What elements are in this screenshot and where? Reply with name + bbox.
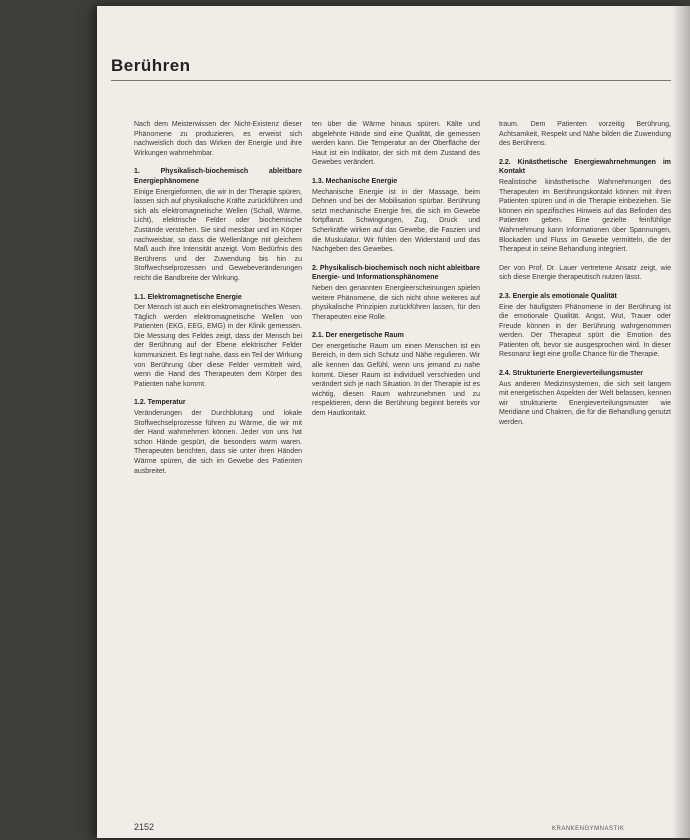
- paragraph: Veränderungen der Durchblutung und lokale Stoffwechselprozesse führen zu Wärme, die wir mit der Hand wahrnehmen können. Jeder von uns hat schon Hände gespürt, die besonders warm waren. Therapeuten berichten, dass sie unter ihren Händen Wärme spüren, die sich im Gewebe des Patienten ausbreitet.: [134, 410, 302, 475]
- paragraph: Der von Prof. Dr. Lauer vertretene Ansatz zeigt, wie sich diese Energie therapeutisch nutzen lässt.: [499, 264, 671, 282]
- book-page: [97, 6, 690, 838]
- section-heading: 2. Physikalisch-biochemisch noch nicht ableitbare Energie- und Informationsphänomene: [312, 264, 480, 282]
- paragraph: ten über die Wärme hinaus spüren. Kälte und abgelehnte Hände sind eine Qualität, die gemessen werden kann. Die Temperatur an der Oberfläche der Haut ist ein Indikator, der sich mit dem Zustand des Gewebes verändert.: [312, 121, 480, 167]
- page-edge-shadow: [672, 6, 690, 838]
- text-column-2: [312, 120, 480, 428]
- paragraph: traum. Dem Patienten vorzeitig Berührung, Achtsamkeit, Respekt und Nähe bilden die Zuwendung des Berührens.: [499, 121, 671, 148]
- paragraph: Einige Energieformen, die wir in der Therapie spüren, lassen sich auf physikalische Kräfte zurückführen und sich als elektromagnetische Wellen (Schall, Wärme, Licht), elektrische Felder oder biochemische Zustände verstehen. Sie sind messbar und im Körper nachweisbar, so dass die Wellenlänge mit gleichem Maß auch ihre Intensität anzeigt. Vom Bedürfnis des Berührens und der Zuwendung bis hin zu Stoffwechselprozessen und Gewebeveränderungen reicht die Bandbreite der Wirkung.: [134, 188, 302, 282]
- paragraph: Nach dem Meisterwissen der Nicht-Existenz dieser Phänomene zu produzieren, es erweist sich nachweislich doch das Wirken der Energie und ihre Wirkungen wahrnehmbar.: [134, 121, 302, 157]
- paragraph: Eine der häufigsten Phänomene in der Berührung ist die emotionale Qualität. Angst, Wut, Trauer oder Freude können in der Berührung wahrgenommen werden. Der Therapeut spürt die Emotion des Patienten oft, bevor sie ausgesprochen wird. In dieser Resonanz liegt eine große Chance für die Therapie.: [499, 303, 671, 359]
- section-heading: 2.3. Energie als emotionale Qualität: [499, 292, 617, 300]
- section-heading: 1.1. Elektromagnetische Energie: [134, 293, 242, 301]
- chapter-header: [111, 56, 191, 76]
- section-heading: 2.4. Strukturierte Energieverteilungsmuster: [499, 370, 643, 378]
- paragraph: Neben den genannten Energieerscheinungen spielen weitere Phänomene, die sich nicht ohne weiteres auf physikalische Prinzipien zurückführen lassen, für den Therapeuten eine Rolle.: [312, 284, 480, 321]
- section-heading: 1. Physikalisch-biochemisch ableitbare Energiephänomene: [134, 168, 302, 185]
- paragraph: Der energetische Raum um einen Menschen ist ein Bereich, in dem sich Schutz und Nähe regulieren. Wir alle kennen das Gefühl, wenn uns jemand zu nahe kommt. Dieser Raum ist individuell verschieden und verändert sich je nach Situation. In der Therapie ist es wichtig, diesen Raum wahrzunehmen und zu respektieren, denn die Berührung beginnt bereits vor dem Hautkontakt.: [312, 342, 480, 418]
- section-heading: 1.2. Temperatur: [134, 399, 186, 407]
- chapter-title: Berühren: [111, 56, 191, 75]
- page-number: 2152: [134, 822, 155, 832]
- section-heading: 2.2. Kinästhetische Energiewahrnehmungen im Kontakt: [499, 158, 671, 176]
- text-column-1: [134, 120, 302, 485]
- paragraph: Der Mensch ist auch ein elektromagnetisches Wesen. Täglich werden elektromagnetische Wellen von Patienten (EKG, EEG, EMG) in der Klinik gemessen. Die Messung des Feldes zeigt, dass der Mensch bei der Berührung auf der Ebene elektrischer Felder kommuniziert. Es liegt nahe, dass ein Teil der Wirkung von Berührung über diese Felder vermittelt wird, wenn die Hand des Therapeuten dem Körper des Patienten nahe kommt.: [134, 304, 302, 388]
- paragraph: Aus anderen Medizinsystemen, die sich seit langem mit energetischen Aspekten der Welt befassen, kennen wir strukturierte Energieverteilungsmuster wie Meridiane und Chakren, die für die Behandlung genutzt werden.: [499, 380, 671, 427]
- paragraph: Realistische kinästhetische Wahrnehmungen des Therapeuten im Berührungskontakt können mit ihren Patienten spüren und in die Therapie einbeziehen. Sie können ein spezifisches Hinweis auf das Befinden des Patienten geben. Eine gezielte feinfühlige Wahrnehmung kann Informationen über Spannungen, Blockaden und Fluss im Gewebe vermitteln, die der Therapeut in seine Behandlung integriert.: [499, 178, 671, 254]
- section-heading: 2.1. Der energetische Raum: [312, 332, 404, 340]
- section-heading: 1.3. Mechanische Energie: [312, 177, 398, 185]
- journal-name: KRANKENGYMNASTIK: [552, 826, 625, 832]
- title-rule: [111, 80, 671, 81]
- paragraph: Mechanische Energie ist in der Massage, beim Dehnen und bei der Mobilisation spürbar. Berührung setzt mechanische Energie frei, die sich im Gewebe fortpflanzt. Schwingungen, Zug, Druck und Scherkräfte wirken auf das Gewebe, die Faszien und die Muskulatur. Wir fühlen den Widerstand und das Nachgeben des Gewebes.: [312, 188, 480, 254]
- text-column-3: [499, 120, 671, 437]
